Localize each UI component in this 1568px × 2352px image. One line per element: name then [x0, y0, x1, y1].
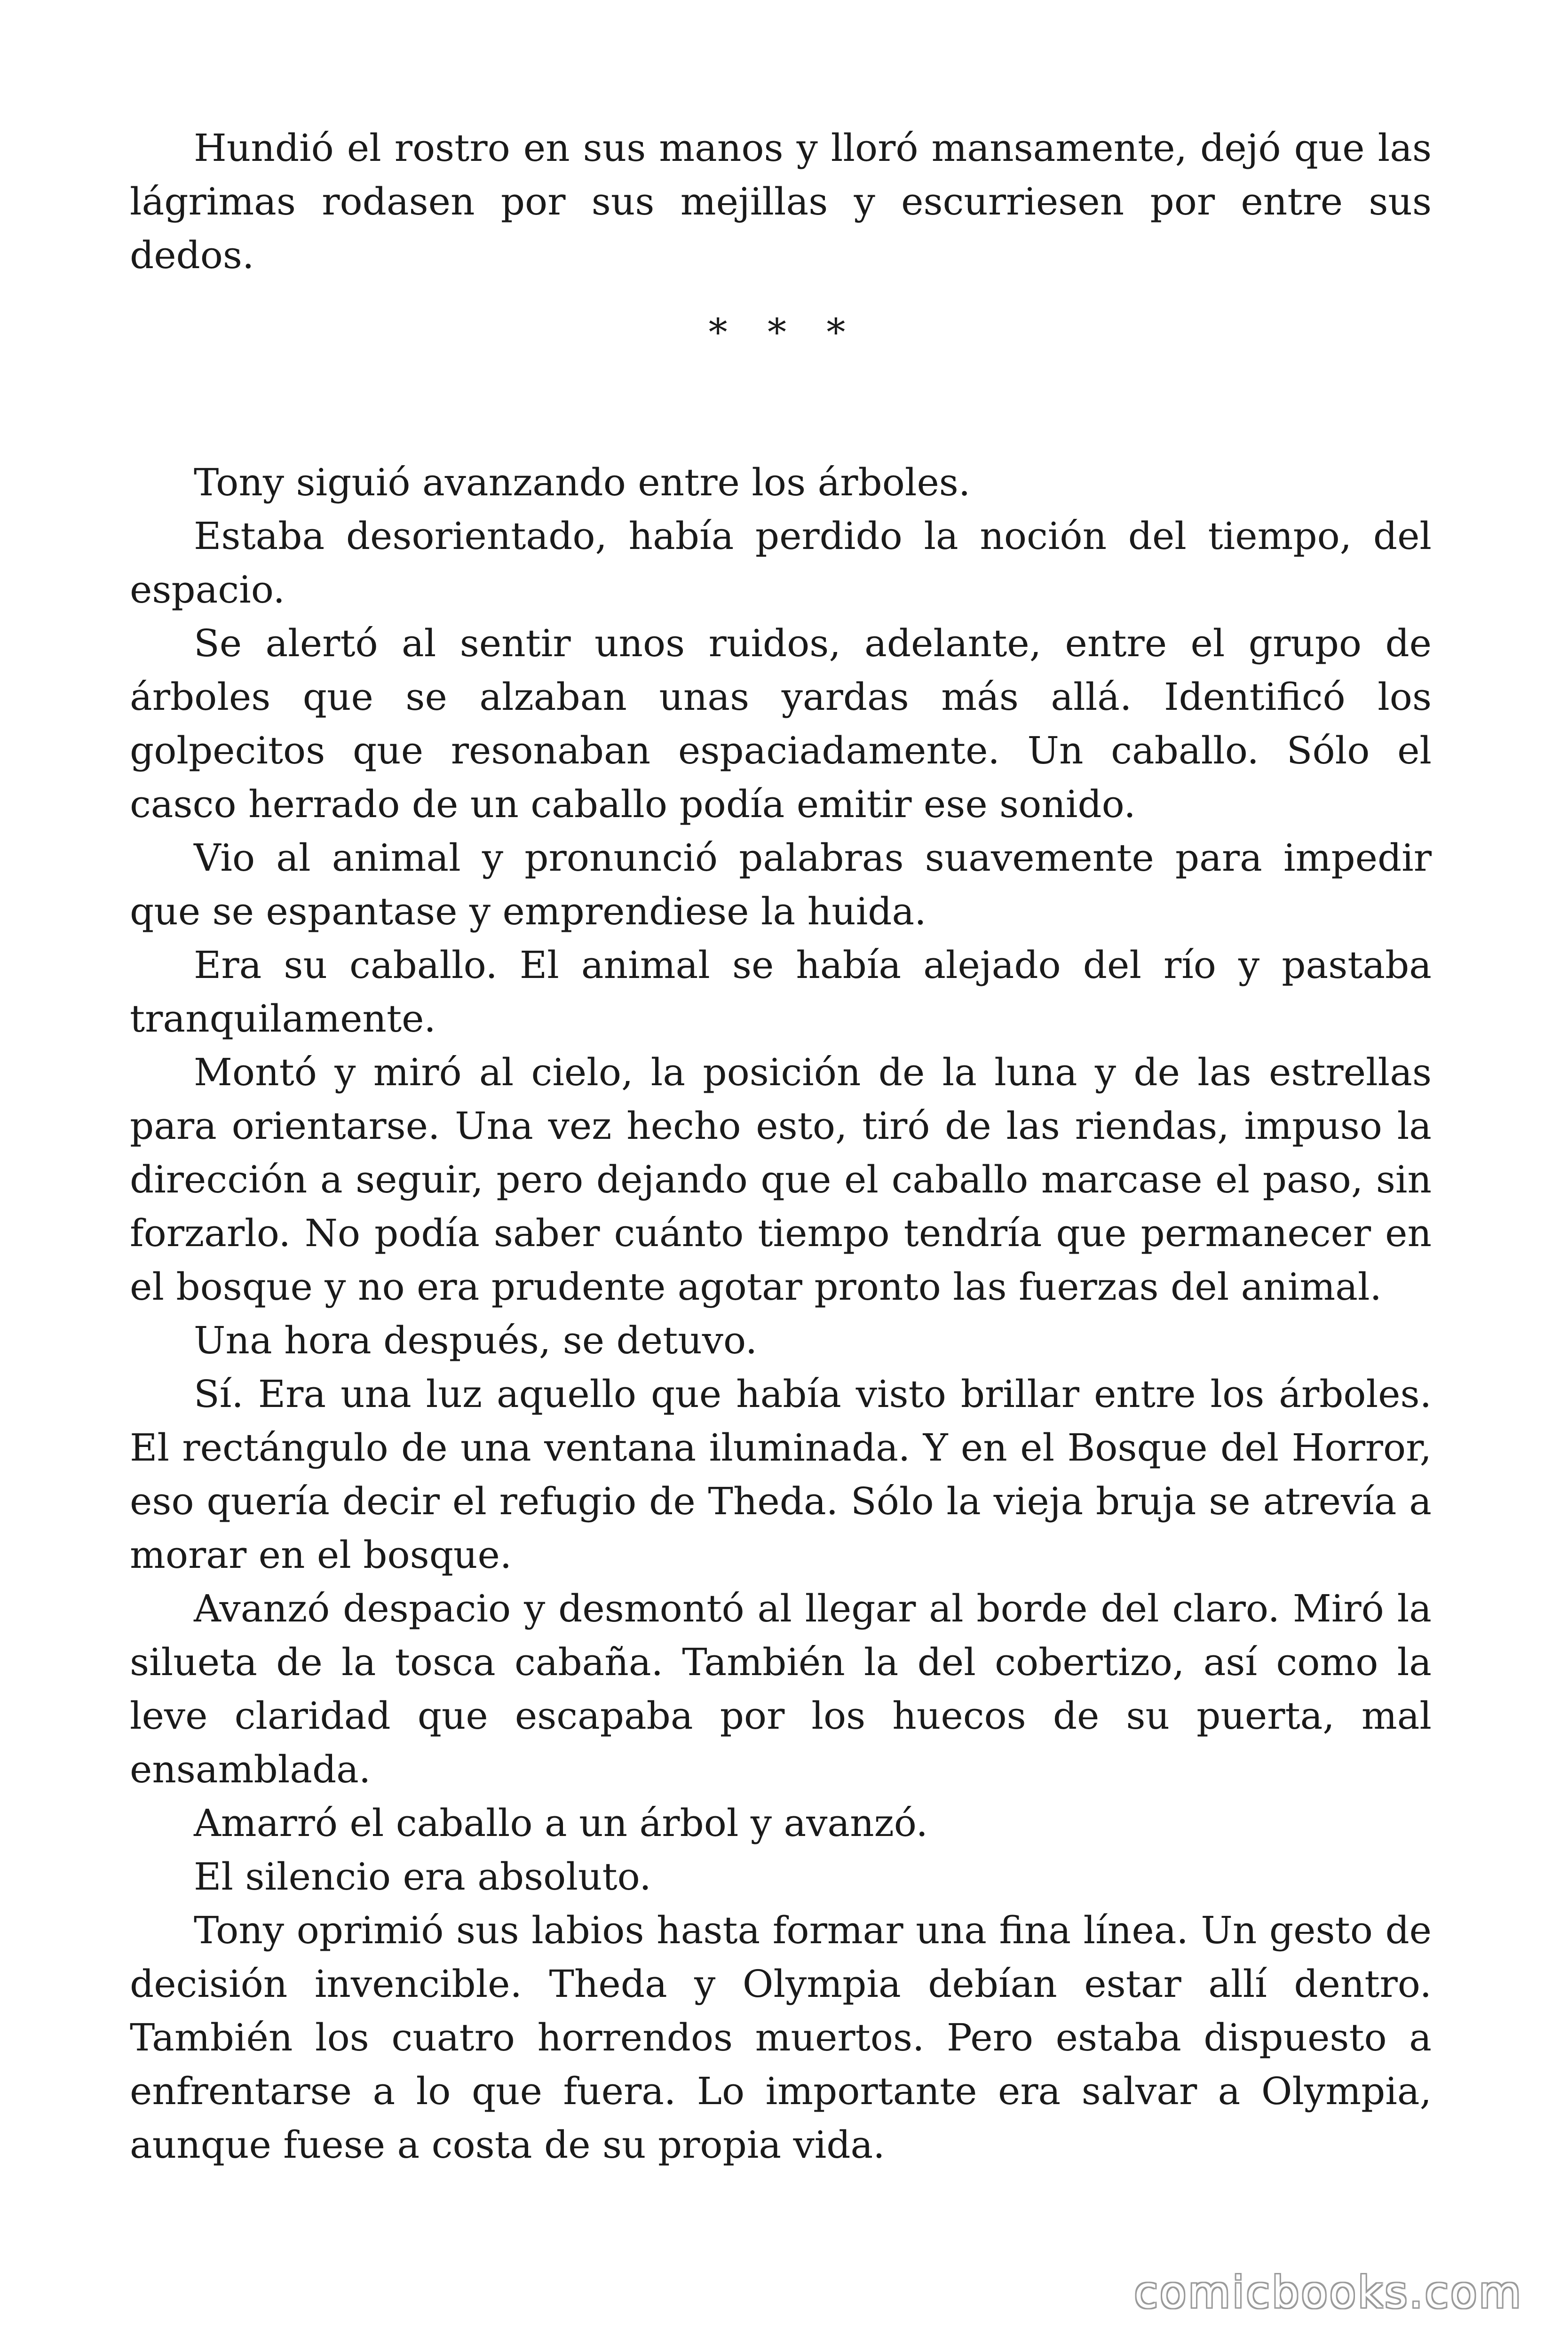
section-separator: * * * — [708, 310, 860, 354]
paragraph: Tony siguió avanzando entre los árboles. — [194, 461, 971, 504]
paragraph: Sí. Era una luz aquello que había visto brillar entre los árboles. El rectángulo de una ventana iluminada. Y en el Bosque del Horror, eso quería decir el refugio de Theda. Sólo la vieja bruja se atrevía a morar en el bosque. — [130, 1372, 1432, 1577]
paragraph: Estaba desorientado, había perdido la noción del tiempo, del espacio. — [130, 514, 1432, 612]
paragraph: Hundió el rostro en sus manos y lloró mansamente, dejó que las lágrimas rodasen por sus mejillas y escurriesen por entre sus dedos. — [130, 126, 1432, 277]
paragraph: Avanzó despacio y desmontó al llegar al borde del claro. Miró la silueta de la tosca cabaña. También la del cobertizo, así como la leve claridad que escapaba por los huecos de su puerta, mal ensamblada. — [130, 1587, 1432, 1791]
paragraph: Amarró el caballo a un árbol y avanzó. — [194, 1801, 928, 1845]
paragraph: Vio al animal y pronunció palabras suavemente para impedir que se espantase y emprendiese la huida. — [130, 836, 1432, 933]
paragraph: El silencio era absoluto. — [194, 1855, 651, 1899]
paragraph: Se alertó al sentir unos ruidos, adelante, entre el grupo de árboles que se alzaban unas yardas más allá. Identificó los golpecitos que resonaban espaciadamente. Un caballo. Sólo el casco herrado de un caballo podía emitir ese sonido. — [130, 621, 1432, 826]
paragraph: Tony oprimió sus labios hasta formar una fina línea. Un gesto de decisión invencible. Theda y Olympia debían estar allí dentro. También los cuatro horrendos muertos. Pero estaba dispuesto a enfrentarse a lo que fuera. Lo importante era salvar a Olympia, aunque fuese a costa de su propia vida. — [130, 1908, 1432, 2167]
text-block-top — [130, 121, 1432, 282]
paragraph: Una hora después, se detuvo. — [194, 1319, 758, 1362]
text-block-main — [130, 456, 1432, 2172]
watermark: comicbooks.com — [1134, 2267, 1523, 2318]
paragraph: Era su caballo. El animal se había alejado del río y pastaba tranquilamente. — [130, 943, 1432, 1041]
paragraph: Montó y miró al cielo, la posición de la luna y de las estrellas para orientarse. Una vez hecho esto, tiró de las riendas, impuso la dirección a seguir, pero dejando que el caballo marcase el paso, sin forzarlo. No podía saber cuánto tiempo tendría que permanecer en el bosque y no era prudente agotar pronto las fuerzas del animal. — [130, 1050, 1432, 1309]
